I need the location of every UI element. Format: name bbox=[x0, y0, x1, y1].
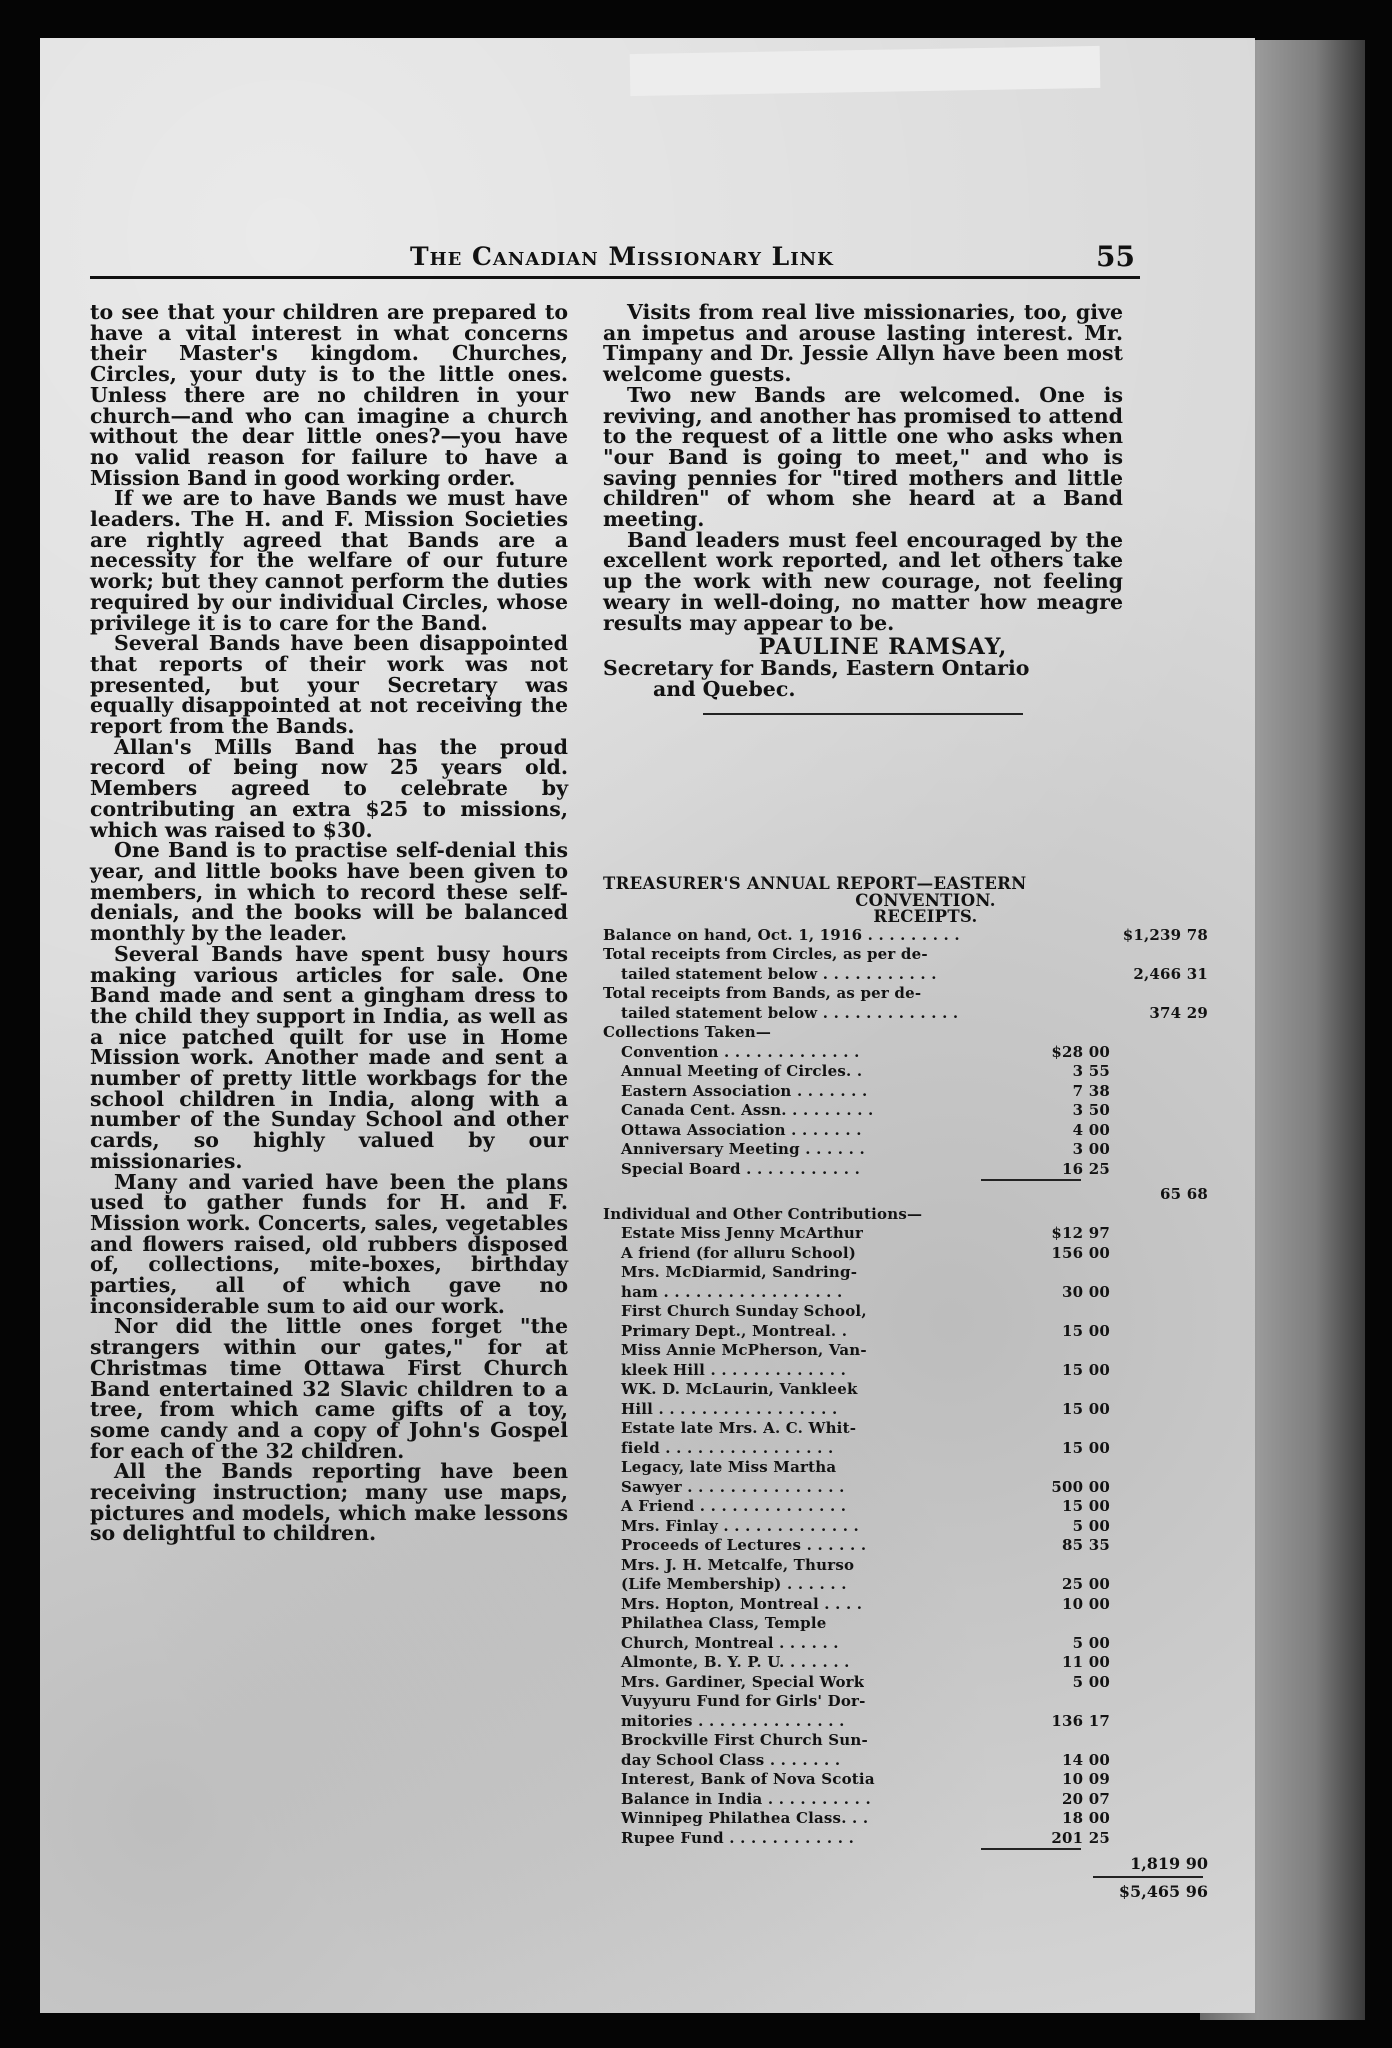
report-line-amount: 136 17 bbox=[1051, 1711, 1110, 1730]
report-line bbox=[603, 1770, 1208, 1790]
report-line-label: A friend (for alluru School) bbox=[621, 1243, 857, 1262]
report-line-amount: 5 00 bbox=[1072, 1633, 1110, 1652]
report-line bbox=[603, 926, 1208, 946]
report-line bbox=[603, 1361, 1208, 1381]
report-line-amount: 201 25 bbox=[1051, 1828, 1110, 1847]
report-heading-line: CONVENTION. bbox=[855, 890, 996, 910]
paper-tab bbox=[630, 46, 1101, 96]
report-line-label: day School Class . . . . . . . bbox=[621, 1750, 841, 1769]
report-line bbox=[603, 1595, 1208, 1615]
report-line bbox=[603, 1400, 1208, 1420]
report-line-label: Mrs. Gardiner, Special Work bbox=[621, 1672, 865, 1691]
journal-title: The Canadian Missionary Link bbox=[410, 242, 834, 271]
report-line-label: field . . . . . . . . . . . . . . . . bbox=[621, 1438, 834, 1457]
report-line-label: Mrs. McDiarmid, Sandring- bbox=[621, 1263, 858, 1281]
signature-name: PAULINE RAMSAY, bbox=[758, 634, 1008, 661]
signature-title-cont: and Quebec. bbox=[653, 676, 796, 701]
report-line-amount: 7 38 bbox=[1072, 1081, 1110, 1100]
report-line bbox=[603, 1062, 1208, 1082]
report-line bbox=[603, 1634, 1208, 1654]
report-line-amount: 25 00 bbox=[1062, 1575, 1110, 1593]
report-line-label: ham . . . . . . . . . . . . . . . . . bbox=[621, 1282, 843, 1301]
report-heading-line: TREASURER'S ANNUAL REPORT—EASTERN bbox=[603, 874, 1027, 893]
report-line bbox=[603, 1322, 1208, 1342]
report-line bbox=[603, 1439, 1208, 1459]
paragraph: Many and varied have been the plans used to gather funds for H. and F. Mission work. Concerts, sales, vegetables and flowers raised, old rubbers disposed of, collections, mite-boxes, birthday parties, all of which gave no inconsiderable sum to aid our work. bbox=[90, 1169, 568, 1318]
report-line bbox=[603, 1790, 1208, 1810]
report-line-label: Interest, Bank of Nova Scotia bbox=[621, 1770, 875, 1788]
report-line-amount: $28 00 bbox=[1051, 1042, 1110, 1061]
report-line bbox=[603, 1043, 1208, 1063]
report-line-label: tailed statement below . . . . . . . . . . . bbox=[621, 964, 937, 983]
report-line-amount: 10 00 bbox=[1062, 1594, 1110, 1613]
report-line-label: Mrs. J. H. Metcalfe, Thurso bbox=[621, 1555, 855, 1574]
page-number: 55 bbox=[1096, 240, 1135, 273]
total-rule bbox=[1093, 1876, 1203, 1878]
signature-title: Secretary for Bands, Eastern Ontario bbox=[603, 655, 1030, 680]
report-line-total: 374 29 bbox=[1149, 1003, 1208, 1022]
paragraph: Band leaders must feel encouraged by the excellent work reported, and let others take up the work with new courage, not feeling weary in well-doing, no matter how meagre results may appear to be. bbox=[603, 527, 1123, 635]
report-line-amount: 15 00 bbox=[1062, 1321, 1110, 1340]
report-line-amount: 500 00 bbox=[1051, 1477, 1110, 1496]
report-line bbox=[603, 1140, 1208, 1160]
section-divider bbox=[703, 713, 1023, 715]
report-line bbox=[603, 1536, 1208, 1556]
report-line-label: Mrs. Finlay . . . . . . . . . . . . . bbox=[621, 1516, 859, 1535]
report-line-label: kleek Hill . . . . . . . . . . . . . bbox=[621, 1360, 847, 1379]
paragraph: If we are to have Bands we must have leaders. The H. and F. Mission Societies are rightly agreed that Bands are a necessity for the welfare of our future work; but they cannot perform the duties required by our individual Circles, whose privilege it is to care for the Band. bbox=[90, 486, 568, 635]
report-line bbox=[603, 1809, 1208, 1829]
report-line-label: Winnipeg Philathea Class. . . bbox=[621, 1809, 869, 1827]
report-line-label: WK. D. McLaurin, Vankleek bbox=[621, 1380, 858, 1398]
report-heading bbox=[603, 876, 1208, 926]
report-line-amount: 14 00 bbox=[1062, 1750, 1110, 1769]
grand-total-row bbox=[603, 1882, 1208, 1904]
report-line-amount: 156 00 bbox=[1051, 1243, 1110, 1262]
report-line-label: A Friend . . . . . . . . . . . . . . bbox=[621, 1497, 847, 1515]
report-line bbox=[603, 1458, 1208, 1478]
report-line-label: Church, Montreal . . . . . . bbox=[621, 1633, 839, 1652]
report-line-amount: 15 00 bbox=[1062, 1497, 1110, 1515]
report-line bbox=[603, 1556, 1208, 1576]
report-lines bbox=[603, 926, 1208, 1849]
report-line bbox=[603, 1283, 1208, 1303]
report-line-label: Total receipts from Bands, as per de- bbox=[603, 984, 922, 1002]
report-heading-line: RECEIPTS. bbox=[873, 907, 978, 926]
report-line bbox=[603, 1185, 1208, 1205]
paragraph: Visits from real live missionaries, too, give an impetus and arouse lasting interest. Mr. Timpany and Dr. Jessie Allyn have been most welcome guests. bbox=[603, 300, 1123, 387]
report-line-label: Almonte, B. Y. P. U. . . . . . . bbox=[621, 1653, 850, 1671]
report-line-amount: 15 00 bbox=[1062, 1399, 1110, 1418]
report-line bbox=[603, 1575, 1208, 1595]
report-line-label: Total receipts from Circles, as per de- bbox=[603, 945, 928, 963]
report-line-label: Ottawa Association . . . . . . . bbox=[621, 1120, 862, 1139]
paragraph: to see that your children are prepared to have a vital interest in what concerns their Master's kingdom. Churches, Circles, your duty is to the little ones. Unless there are no children in your church—and who can imagine a church without the dear little ones?—you have no valid reason for failure to have a Mission Band in good working order. bbox=[90, 300, 568, 490]
report-line bbox=[603, 984, 1208, 1004]
report-line-label: Canada Cent. Assn. . . . . . . . . bbox=[621, 1101, 874, 1119]
report-line bbox=[603, 1341, 1208, 1361]
report-line bbox=[603, 1101, 1208, 1121]
report-line-label: Vuyyuru Fund for Girls' Dor- bbox=[621, 1692, 866, 1710]
report-line bbox=[603, 1517, 1208, 1537]
report-line-amount: $12 97 bbox=[1051, 1224, 1110, 1242]
report-line-label: Mrs. Hopton, Montreal . . . . bbox=[621, 1594, 863, 1613]
report-line-amount: 4 00 bbox=[1072, 1120, 1110, 1139]
report-line-amount: 85 35 bbox=[1062, 1536, 1110, 1554]
report-line bbox=[603, 1712, 1208, 1732]
report-line-label: Estate late Mrs. A. C. Whit- bbox=[621, 1419, 857, 1437]
report-line-label: Proceeds of Lectures . . . . . . bbox=[621, 1536, 867, 1554]
treasurer-report bbox=[603, 876, 1208, 1904]
report-line bbox=[603, 1692, 1208, 1712]
report-line bbox=[603, 1263, 1208, 1283]
report-line-amount: 5 00 bbox=[1072, 1672, 1110, 1691]
report-line-amount: 11 00 bbox=[1062, 1653, 1110, 1671]
right-column bbox=[603, 302, 1123, 715]
report-line bbox=[603, 1160, 1208, 1180]
report-line-label: mitories . . . . . . . . . . . . . . bbox=[621, 1711, 845, 1730]
report-line bbox=[603, 965, 1208, 985]
report-line-label: Brockville First Church Sun- bbox=[621, 1731, 868, 1749]
report-line-amount: 16 25 bbox=[1062, 1159, 1110, 1178]
left-column bbox=[90, 302, 568, 1544]
report-line bbox=[603, 1419, 1208, 1439]
report-line-amount: 3 50 bbox=[1072, 1101, 1110, 1119]
report-line bbox=[603, 1205, 1208, 1225]
paragraph: Two new Bands are welcomed. One is reviving, and another has promised to attend to the request of a little one who asks when "our Band is going to meet," and who is saving pennies for "tired mothers and little children" of whom she heard at a Band meeting. bbox=[603, 382, 1123, 532]
report-line-label: Miss Annie McPherson, Van- bbox=[621, 1341, 867, 1359]
report-line bbox=[603, 1673, 1208, 1693]
report-line-label: Sawyer . . . . . . . . . . . . . . . bbox=[621, 1477, 845, 1496]
paragraph: All the Bands reporting have been receiving instruction; many use maps, pictures and models, which make lessons so delightful to children. bbox=[90, 1459, 568, 1546]
report-line-total: $1,239 78 bbox=[1122, 925, 1208, 944]
report-line bbox=[603, 1082, 1208, 1102]
report-line bbox=[603, 1380, 1208, 1400]
report-line-label: Anniversary Meeting . . . . . . bbox=[621, 1140, 865, 1158]
document-page bbox=[40, 38, 1255, 2013]
report-line-label: Balance on hand, Oct. 1, 1916 . . . . . . . . . bbox=[603, 925, 960, 944]
report-line-label: tailed statement below . . . . . . . . . . . . . bbox=[621, 1003, 959, 1022]
report-line bbox=[603, 1302, 1208, 1322]
report-line bbox=[603, 1653, 1208, 1673]
report-line-label: Eastern Association . . . . . . . bbox=[621, 1081, 868, 1100]
report-line-amount: 30 00 bbox=[1062, 1282, 1110, 1301]
report-line-label: Special Board . . . . . . . . . . . bbox=[621, 1159, 861, 1178]
report-line-label: Collections Taken— bbox=[603, 1023, 772, 1041]
subtotal-rule bbox=[981, 1848, 1081, 1850]
subtotal-value: 1,819 90 bbox=[1130, 1854, 1208, 1873]
report-line-label: Legacy, late Miss Martha bbox=[621, 1458, 837, 1476]
report-line-label: Convention . . . . . . . . . . . . . bbox=[621, 1042, 860, 1061]
report-line bbox=[603, 1731, 1208, 1751]
paragraph: Nor did the little ones forget "the strangers within our gates," for at Christmas time Ottawa First Church Band entertained 32 Slavic children to a tree, from which came gifts of a toy, some candy and a copy of John's Gospel for each of the 32 children. bbox=[90, 1314, 568, 1463]
signature-block bbox=[603, 634, 1123, 701]
report-line-label: Annual Meeting of Circles. . bbox=[621, 1062, 863, 1080]
collections-rule-line bbox=[981, 1179, 1081, 1181]
report-line bbox=[603, 1614, 1208, 1634]
report-line-label: Primary Dept., Montreal. . bbox=[621, 1321, 848, 1340]
report-line-amount: 5 00 bbox=[1072, 1516, 1110, 1535]
report-line-amount: 3 55 bbox=[1072, 1062, 1110, 1080]
report-line bbox=[603, 1004, 1208, 1024]
report-line-label: Hill . . . . . . . . . . . . . . . . . bbox=[621, 1399, 838, 1418]
report-line-amount: 3 00 bbox=[1072, 1140, 1110, 1158]
report-line bbox=[603, 1244, 1208, 1264]
report-line-total: 65 68 bbox=[1160, 1185, 1208, 1203]
report-line bbox=[603, 1497, 1208, 1517]
report-line-total: 2,466 31 bbox=[1133, 964, 1208, 983]
report-line bbox=[603, 1829, 1208, 1849]
report-line-label: First Church Sunday School, bbox=[621, 1302, 867, 1320]
report-line bbox=[603, 945, 1208, 965]
grand-total-value: $5,465 96 bbox=[1118, 1882, 1208, 1901]
report-line-label: Philathea Class, Temple bbox=[621, 1614, 827, 1632]
report-line-amount: 15 00 bbox=[1062, 1438, 1110, 1457]
paragraph: One Band is to practise self-denial this year, and little books have been given to members, in which to record these self-denials, and the books will be balanced monthly by the leader. bbox=[90, 838, 568, 946]
report-line-amount: 18 00 bbox=[1062, 1809, 1110, 1827]
page-header bbox=[90, 238, 1140, 279]
report-line bbox=[603, 1751, 1208, 1771]
report-line bbox=[603, 1023, 1208, 1043]
report-line-amount: 10 09 bbox=[1062, 1770, 1110, 1788]
report-line-label: (Life Membership) . . . . . . bbox=[621, 1575, 847, 1593]
paragraph: Several Bands have been disappointed that reports of their work was not presented, but your Secretary was equally disappointed at not receiving the report from the Bands. bbox=[90, 631, 568, 739]
report-line-amount: 20 07 bbox=[1062, 1789, 1110, 1808]
report-line-label: Balance in India . . . . . . . . . . bbox=[621, 1789, 871, 1808]
report-line bbox=[603, 1478, 1208, 1498]
report-line-amount: 15 00 bbox=[1062, 1360, 1110, 1379]
paragraph: Several Bands have spent busy hours making various articles for sale. One Band made and sent a gingham dress to the child they support in India, as well as a nice patched quilt for use in Home Mission work. Another made and sent a number of pretty little workbags for the school children in India, along with a number of the Sunday School and other cards, so highly valued by our missionaries. bbox=[90, 941, 568, 1173]
report-line-label: Rupee Fund . . . . . . . . . . . . bbox=[621, 1828, 854, 1847]
report-line bbox=[603, 1224, 1208, 1244]
report-line-label: Individual and Other Contributions— bbox=[603, 1204, 923, 1223]
paragraph: Allan's Mills Band has the proud record of being now 25 years old. Members agreed to celebrate by contributing an extra $25 to missions, which was raised to $30. bbox=[90, 734, 568, 842]
subtotal-row bbox=[603, 1854, 1208, 1876]
report-line-label: Estate Miss Jenny McArthur bbox=[621, 1224, 864, 1242]
report-line bbox=[603, 1121, 1208, 1141]
